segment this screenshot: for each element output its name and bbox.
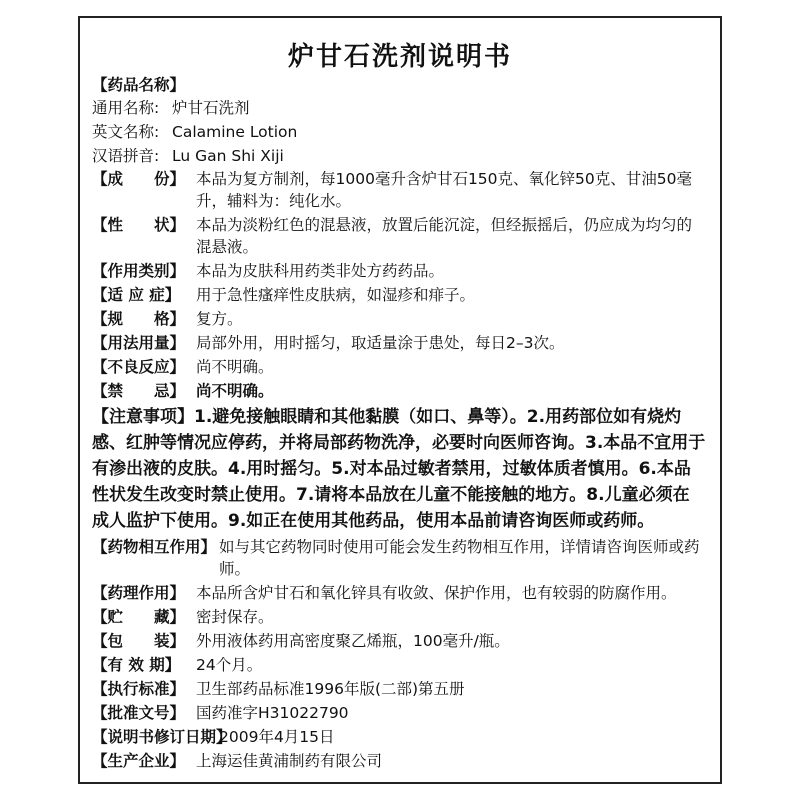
dosage-text: 局部外用，用时摇匀，取适量涂于患处，每日2–3次。	[196, 334, 565, 352]
dosage-section	[92, 332, 706, 354]
revision-date-section	[92, 726, 706, 748]
specification-label: 【规 格】	[92, 310, 186, 328]
english-name-label: 英文名称:	[92, 123, 160, 141]
adverse-reactions-label: 【不良反应】	[92, 358, 186, 376]
pinyin-label: 汉语拼音:	[92, 147, 160, 165]
approval-number-section	[92, 702, 706, 724]
manufacturer-section	[92, 750, 706, 772]
drug-name-label: 【药品名称】	[92, 76, 186, 94]
generic-name-row	[92, 96, 706, 120]
page-title: 炉甘石洗剂说明书	[287, 42, 512, 72]
generic-name-value: 炉甘石洗剂	[172, 99, 250, 117]
contraindications-label: 【禁 忌】	[92, 382, 186, 400]
approval-number-text: 国药准字H31022790	[196, 704, 349, 722]
generic-name-label: 通用名称:	[92, 99, 160, 117]
approval-number-label: 【批准文号】	[92, 704, 186, 722]
standard-text: 卫生部药品标准1996年版(二部)第五册	[196, 680, 465, 698]
manufacturer-text: 上海运佳黄浦制药有限公司	[196, 752, 383, 770]
category-text: 本品为皮肤科用药类非处方药药品。	[196, 262, 445, 280]
indications-section	[92, 284, 706, 306]
interactions-section	[92, 536, 706, 580]
pharmacology-label: 【药理作用】	[92, 584, 186, 602]
pinyin-row	[92, 144, 706, 168]
description-label: 【性 状】	[92, 216, 186, 234]
contraindications-text: 尚不明确。	[196, 382, 274, 400]
composition-text: 本品为复方制剂，每1000毫升含炉甘石150克、氧化锌50克、甘油50毫升，辅料为：纯化水。	[196, 170, 692, 210]
composition-section	[92, 168, 706, 212]
english-name-row	[92, 120, 706, 144]
specification-section	[92, 308, 706, 330]
contraindications-section	[92, 380, 706, 402]
packaging-label: 【包 装】	[92, 632, 186, 650]
packaging-text: 外用液体药用高密度聚乙烯瓶，100毫升/瓶。	[196, 632, 510, 650]
category-section	[92, 260, 706, 282]
adverse-reactions-text: 尚不明确。	[196, 358, 274, 376]
pinyin-value: Lu Gan Shi Xiji	[172, 147, 284, 165]
revision-date-label: 【说明书修订日期】	[92, 728, 232, 746]
manufacturer-label: 【生产企业】	[92, 752, 186, 770]
precautions-section	[92, 404, 706, 534]
standard-label: 【执行标准】	[92, 680, 186, 698]
interactions-text: 如与其它药物同时使用可能会发生药物相互作用，详情请咨询医师或药师。	[219, 538, 700, 578]
shelf-life-label: 【有 效 期】	[92, 656, 181, 674]
storage-text: 密封保存。	[196, 608, 274, 626]
english-name-value: Calamine Lotion	[172, 123, 298, 141]
pharmacology-section	[92, 582, 706, 604]
dosage-label: 【用法用量】	[92, 334, 186, 352]
packaging-section	[92, 630, 706, 652]
category-label: 【作用类别】	[92, 262, 186, 280]
composition-label: 【成 份】	[92, 170, 186, 188]
standard-section	[92, 678, 706, 700]
interactions-label: 【药物相互作用】	[92, 538, 217, 556]
description-section	[92, 214, 706, 258]
revision-date-text: 2009年4月15日	[219, 728, 335, 746]
pharmacology-text: 本品所含炉甘石和氧化锌具有收敛、保护作用，也有较弱的防腐作用。	[196, 584, 677, 602]
precautions-text: 1.避免接触眼睛和其他黏膜（如口、鼻等）。2.用药部位如有烧灼感、红肿等情况应停药，并将局部药物洗净，必要时向医师咨询。3.本品不宜用于有渗出液的皮肤。4.用时摇匀。5.对本品过敏者禁用，过敏体质者慎用。6.本品性状发生改变时禁止使用。7.请将本品放在儿童不能接触的地方。8.儿童必须在成人监护下使用。9.如正在使用其他药品，使用本品前请咨询医师或药师。	[92, 407, 706, 531]
storage-label: 【贮 藏】	[92, 608, 186, 626]
precautions-label: 【注意事项】	[92, 407, 194, 427]
specification-text: 复方。	[196, 310, 243, 328]
adverse-reactions-section	[92, 356, 706, 378]
leaflet-body	[92, 74, 706, 772]
storage-section	[92, 606, 706, 628]
description-text: 本品为淡粉红色的混悬液，放置后能沉淀，但经振摇后，仍应成为均匀的混悬液。	[196, 216, 693, 256]
shelf-life-section	[92, 654, 706, 676]
shelf-life-text: 24个月。	[196, 656, 263, 674]
indications-label: 【适 应 症】	[92, 286, 181, 304]
indications-text: 用于急性瘙痒性皮肤病，如湿疹和痱子。	[196, 286, 476, 304]
drug-name-section	[92, 74, 706, 96]
